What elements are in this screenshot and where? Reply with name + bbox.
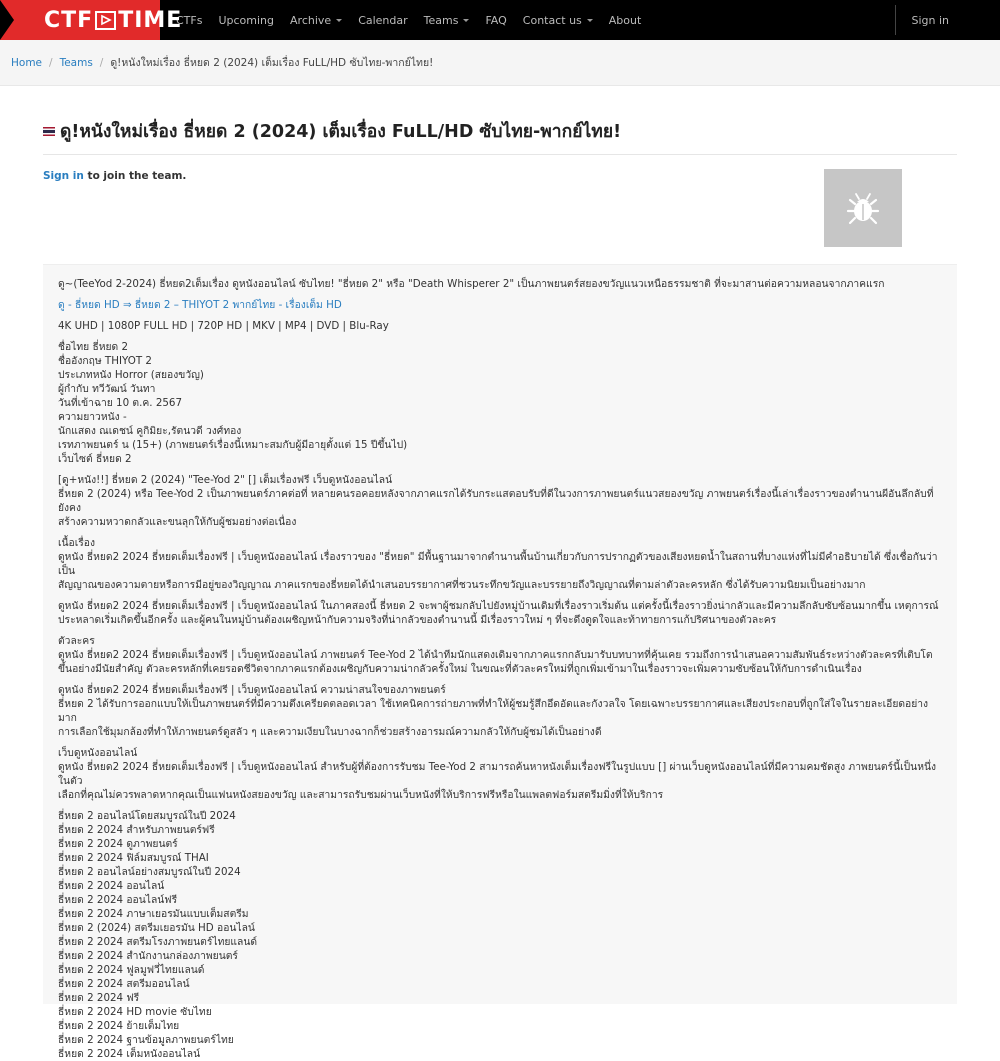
nav-item-label: FAQ xyxy=(485,13,507,27)
text-line: ดูหนัง ธี่หยด2 2024 ธี่หยดเต็มเรื่องฟรี | เว็บดูหนังออนไลน์ เรื่องราวของ "ธี่หยด" มีพื้นฐานมาจากตำนานพื้นบ้านเกี่ยวกับการปรากฏตัวของเสียงหยดน้ำในสถานที่บางแห่งที่ไม่มีคำอธิบายได้ ซึ่งเชื่อกันว่าเป็น xyxy=(58,551,938,577)
join-text: to join the team. xyxy=(83,170,187,182)
text-line: ความยาวหนัง - xyxy=(58,411,127,423)
nav-item-archive[interactable] xyxy=(282,0,350,40)
breadcrumb-home[interactable]: Home xyxy=(11,56,43,69)
logo-text-left: CTF xyxy=(44,7,94,33)
breadcrumb-separator: / xyxy=(49,56,53,69)
text-line: ธี่หยด 2 2024 ย้ายเต็มไทย xyxy=(58,1020,180,1032)
ctftime-logo[interactable] xyxy=(0,0,183,40)
nav-item-label: CTFs xyxy=(176,13,203,27)
nav-menu xyxy=(168,0,649,40)
text-line: เว็บดูหนังออนไลน์ xyxy=(58,747,138,759)
text-line: ขึ้นอย่างมีนัยสำคัญ ตัวละครหลักที่เคยรอดชีวิตจากภาคแรกต้องเผชิญกับความน่ากลัวครั้งใหม่ ในขณะที่ตัวละครใหม่ที่ถูกเพิ่มเข้ามาในเรื่องราวจะเพิ่มความซับซ้อนให้กับการดำเนินเรื่อง xyxy=(58,663,862,675)
text-line: [ดู+หนัง!!] ธี่หยด 2 (2024) "Tee-Yod 2" [] เต็มเรื่องฟรี เว็บดูหนังออนไลน์ xyxy=(58,474,393,486)
logo-text-right: TIME xyxy=(118,7,183,33)
text-line: ธี่หยด 2 (2024) หรือ Tee-Yod 2 เป็นภาพยนตร์ภาคต่อที่ หลายคนรอคอยหลังจากภาคแรกได้รับกระแสตอบรับที่ดีในวงการภาพยนตร์แนวสยองขวัญ ภาพยนตร์เรื่องนี้เล่าเรื่องราวของตำนานผีอันลึกลับที่ยังคง xyxy=(58,488,934,514)
caret-down-icon xyxy=(463,19,469,22)
text-line: ธี่หยด 2 2024 สำหรับภาพยนตร์ฟรี xyxy=(58,824,215,836)
join-message xyxy=(43,170,957,182)
team-avatar xyxy=(824,169,902,247)
join-section xyxy=(43,170,957,264)
text-line: ธี่หยด 2 2024 เต็มหนังออนไลน์ xyxy=(58,1048,201,1060)
nav-item-calendar[interactable] xyxy=(350,0,415,40)
main-content xyxy=(0,117,1000,1060)
text-line: ชื่ออังกฤษ THIYOT 2 xyxy=(58,355,152,367)
text-line: ธี่หยด 2 2024 สำนักงานกล่องภาพยนตร์ xyxy=(58,950,238,962)
caret-down-icon xyxy=(587,19,593,22)
logo-play-icon xyxy=(95,11,116,30)
description-formats: 4K UHD | 1080P FULL HD | 720P HD | MKV | MP4 | DVD | Blu-Ray xyxy=(58,320,389,332)
text-line: ผู้กำกับ ทวีวัฒน์ วันทา xyxy=(58,383,156,395)
text-line: ธี่หยด 2 2024 ฟิล์มสมบูรณ์ THAI xyxy=(58,852,209,864)
nav-item-about[interactable] xyxy=(601,0,650,40)
thailand-flag-icon xyxy=(43,127,55,136)
description-paragraph xyxy=(58,599,942,627)
text-line: ธี่หยด 2 ออนไลน์อย่างสมบูรณ์ในปี 2024 xyxy=(58,866,241,878)
breadcrumb-teams[interactable]: Teams xyxy=(59,56,93,69)
text-line: ตัวละคร xyxy=(58,635,95,647)
description-paragraph xyxy=(58,536,942,592)
text-line: ประเภทหนัง Horror (สยองขวัญ) xyxy=(58,369,204,381)
nav-item-contact-us[interactable] xyxy=(515,0,601,40)
caret-down-icon xyxy=(336,19,342,22)
text-line: เลือกที่คุณไม่ควรพลาดหากคุณเป็นแฟนหนังสยองขวัญ และสามารถรับชมผ่านเว็บหนังที่ให้บริการฟรีหรือในแพลตฟอร์มสตรีมมิ่งที่ให้บริการ xyxy=(58,789,664,801)
nav-divider xyxy=(895,5,896,35)
text-line: ประหลาดเริ่มเกิดขึ้นอีกครั้ง และผู้คนในหมู่บ้านต้องเผชิญหน้ากับความจริงที่น่ากลัวของตำนานนี้ มีเรื่องราวใหม่ ๆ ที่จะดึงดูดใจและท้าทายการแก้ปริศนาของตัวละคร xyxy=(58,614,777,626)
text-line: ธี่หยด 2 2024 สตรีมออนไลน์ xyxy=(58,978,190,990)
text-line: ดูหนัง ธี่หยด2 2024 ธี่หยดเต็มเรื่องฟรี | เว็บดูหนังออนไลน์ ในภาคสองนี้ ธี่หยด 2 จะพาผู้ชมกลับไปยังหมู่บ้านเดิมที่เรื่องราวเริ่มต้น แต่ครั้งนี้เรื่องราวยิ่งน่ากลัวและมีความลึกลับซับซ้อนมากขึ้น เหตุการณ์ xyxy=(58,600,939,612)
text-line: ธี่หยด 2 2024 ภาษาเยอรมันแบบเต็มสตรีม xyxy=(58,908,249,920)
breadcrumb-separator: / xyxy=(99,56,104,69)
text-line: ธี่หยด 2 2024 ออนไลน์ xyxy=(58,880,165,892)
text-line: ธี่หยด 2 2024 ออนไลน์ฟรี xyxy=(58,894,178,906)
sign-in-link[interactable]: Sign in xyxy=(43,170,84,182)
movie-info xyxy=(58,340,942,466)
text-line: สัญญาณของความตายหรือการมีอยู่ของวิญญาณ ภาคแรกของธี่หยดได้นำเสนอบรรยากาศที่ชวนระทึกขวัญและบรรยายถึงวิญญาณที่ตามล่าตัวละครหลัก ซึ่งได้รับความนิยมเป็นอย่างมาก xyxy=(58,579,866,591)
text-line: สร้างความหวาดกลัวและขนลุกให้กับผู้ชมอย่างต่อเนื่อง xyxy=(58,516,297,528)
nav-item-label: Teams xyxy=(423,13,459,27)
nav-sign-in-link[interactable]: Sign in xyxy=(911,13,949,27)
text-line: ธี่หยด 2 2024 ฟรี xyxy=(58,992,140,1004)
text-line: เนื้อเรื่อง xyxy=(58,537,96,549)
text-line: ธี่หยด 2 ออนไลน์โดยสมบูรณ์ในปี 2024 xyxy=(58,810,236,822)
text-line: ชื่อไทย ธี่หยด 2 xyxy=(58,341,129,353)
top-navbar xyxy=(0,0,1000,40)
description-paragraph xyxy=(58,683,942,739)
nav-item-label: Archive xyxy=(290,13,332,27)
nav-item-faq[interactable] xyxy=(477,0,514,40)
text-line: วันที่เข้าฉาย 10 ต.ค. 2567 xyxy=(58,397,183,409)
breadcrumb xyxy=(0,40,1000,86)
text-line: ดูหนัง ธี่หยด2 2024 ธี่หยดเต็มเรื่องฟรี | เว็บดูหนังออนไลน์ สำหรับผู้ที่ต้องการรับชม Tee-Yod 2 สามารถค้นหาหนังเต็มเรื่องฟรีในรูปแบบ [] ผ่านเว็บดูหนังออนไลน์ที่มีความคมชัดสูง ภาพยนตร์นี้เป็นหนึ่งในตัว xyxy=(58,761,937,787)
text-line: ดูหนัง ธี่หยด2 2024 ธี่หยดเต็มเรื่องฟรี | เว็บดูหนังออนไลน์ ภาพยนตร์ Tee-Yod 2 ได้นำทีมนักแสดงเดิมจากภาคแรกกลับมารับบทบาทที่คุ้นเคย รวมถึงการนำเสนอความสัมพันธ์ระหว่างตัวละครที่เติบโต xyxy=(58,649,933,661)
text-line: เว็บไซต์ ธี่หยด 2 xyxy=(58,453,132,465)
nav-item-label: Contact us xyxy=(522,13,582,27)
text-line: ธี่หยด 2 2024 สตรีมโรงภาพยนตร์ไทยแลนด์ xyxy=(58,936,258,948)
text-line: ดูหนัง ธี่หยด2 2024 ธี่หยดเต็มเรื่องฟรี | เว็บดูหนังออนไลน์ ความน่าสนใจของภาพยนตร์ xyxy=(58,684,446,696)
nav-item-label: About xyxy=(608,13,642,27)
nav-item-label: Calendar xyxy=(358,13,408,27)
movie-link[interactable]: ดู - ธี่หยด HD ⇒ ธี่หยด 2 – THIYOT 2 พากย์ไทย - เรื่องเต็ม HD xyxy=(58,299,342,311)
breadcrumb-current: ดู!หนังใหม่เรื่อง ธี่หยด 2 (2024) เต็มเรื่อง FuLL/HD ซับไทย-พากย์ไทย! xyxy=(110,57,434,69)
nav-item-teams[interactable] xyxy=(416,0,478,40)
description-paragraph xyxy=(58,473,942,529)
text-line: ธี่หยด 2 2024 HD movie ซับไทย xyxy=(58,1006,212,1018)
description-paragraph xyxy=(58,746,942,802)
bug-icon xyxy=(844,189,882,227)
text-line: ธี่หยด 2 2024 ฟูลมูฟวี่ไทยแลนด์ xyxy=(58,964,205,976)
text-line: ธี่หยด 2 2024 ดูภาพยนตร์ xyxy=(58,838,178,850)
text-line: เรทภาพยนตร์ น (15+) (ภาพยนตร์เรื่องนี้เหมาะสมกับผู้มีอายุตั้งแต่ 15 ปีขึ้นไป) xyxy=(58,439,408,451)
text-line: การเลือกใช้มุมกล้องที่ทำให้ภาพยนตร์ดูสลัว ๆ และความเงียบในบางฉากก็ช่วยสร้างอารมณ์ความกลัวให้กับผู้ชมได้เป็นอย่างดี xyxy=(58,726,602,738)
nav-item-label: Upcoming xyxy=(218,13,275,27)
text-line: ธี่หยด 2 ได้รับการออกแบบให้เป็นภาพยนตร์ที่มีความตึงเครียดตลอดเวลา ใช้เทคนิคการถ่ายภาพที่ทำให้ผู้ชมรู้สึกอึดอัดและกังวลใจ โดยเฉพาะบรรยากาศและเสียงประกอบที่ถูกใส่ใจในรายละเอียดอย่างมาก xyxy=(58,698,929,724)
description-paragraph xyxy=(58,634,942,676)
text-line: ธี่หยด 2 (2024) สตรีมเยอรมัน HD ออนไลน์ xyxy=(58,922,255,934)
page-title: ดู!หนังใหม่เรื่อง ธี่หยด 2 (2024) เต็มเรื่อง FuLL/HD ซับไทย-พากย์ไทย! xyxy=(60,121,622,142)
text-line: นักแสดง ณเดชน์ คูกิมิยะ,รัตนวดี วงศ์ทอง xyxy=(58,425,242,437)
keyword-list xyxy=(58,809,942,1061)
team-header xyxy=(43,117,957,155)
description-intro: ดู~(TeeYod 2-2024) ธี่หยด2เต็มเรื่อง ดูหนังออนไลน์ ซับไทย! "ธี่หยด 2" หรือ "Death Whisperer 2" เป็นภาพยนตร์สยองขวัญแนวเหนือธรรมชาติ ที่จะมาสานต่อความหลอนจากภาคแรก xyxy=(58,278,885,290)
text-line: ธี่หยด 2 2024 ฐานข้อมูลภาพยนตร์ไทย xyxy=(58,1034,234,1046)
nav-item-upcoming[interactable] xyxy=(210,0,282,40)
team-description xyxy=(43,264,957,1060)
